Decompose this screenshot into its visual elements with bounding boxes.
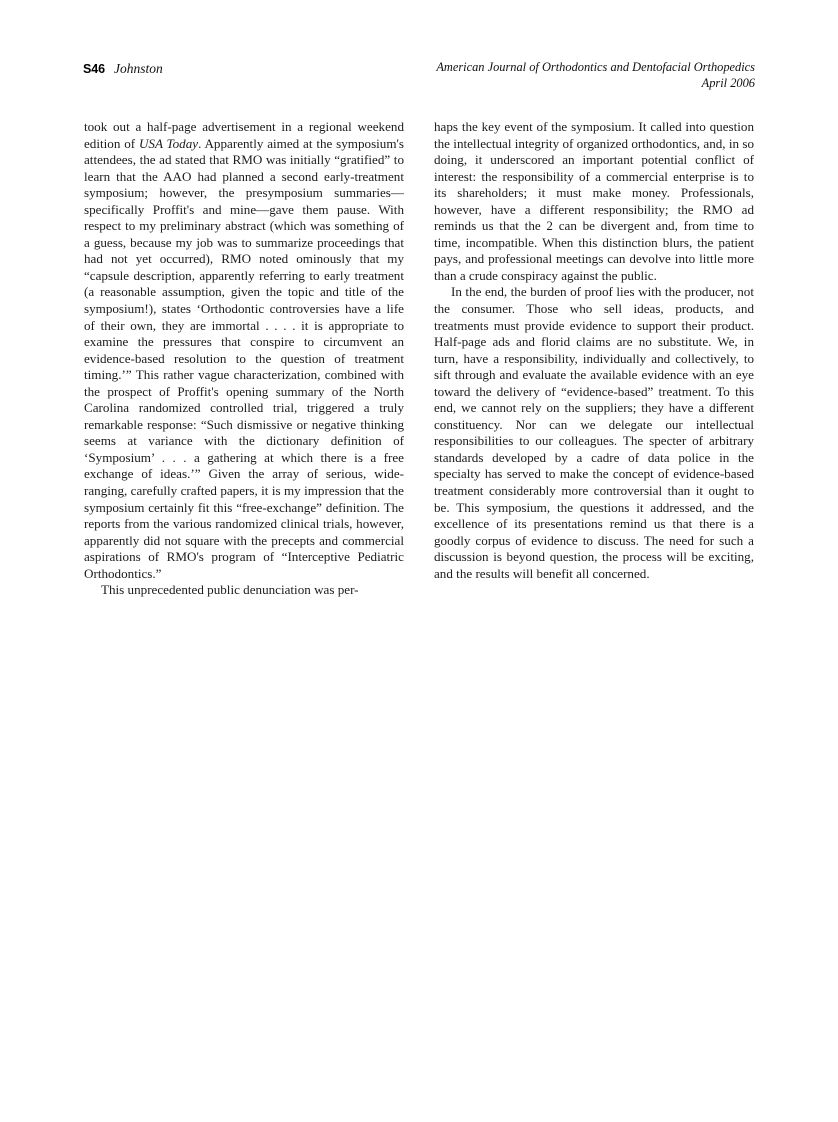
journal-title: American Journal of Orthodontics and Dentofacial Orthopedics: [436, 60, 755, 74]
italic-title: USA Today: [138, 135, 199, 151]
running-head-author: Johnston: [113, 61, 163, 76]
issue-date: April 2006: [701, 75, 755, 90]
left-column: [84, 119, 404, 599]
paragraph-continued-ad: took out a half-page advertisement in a regional weekend edition of USA Today. Apparently aimed at the symposium's attendees, the ad stated that RMO was initially “gratified” to learn that the AAO had planned a second early-treatment symposium; however, the presymposium summaries—specifically Proffit's and mine—gave them pause. With respect to my preliminary abstract (which was something of a guess, because my job was to summarize proceedings that had not yet occurred), RMO noted ominously that my “capsule description, apparently referring to early treatment (a reasonable assumption, given the topic and title of the symposium!), states ‘Orthodontic controversies have a life of their own, they are immortal . . . . it is appropriate to examine the pressures that conspire to circumvent an evidence-based resolution to the question of treatment timing.’” This rather vague characterization, combined with the prospect of Proffit's opening summary of the North Carolina randomized controlled trial, triggered a truly remarkable response: “Such dismissive or negative thinking seems at variance with the dictionary definition of ‘Symposium’ . . . a gathering at which there is a free exchange of ideas.’” Given the array of serious, wide-ranging, carefully crafted papers, it is my impression that the symposium certainly fit this “free-exchange” definition. The reports from the various randomized clinical trials, however, apparently did not square with the precepts and commercial aspirations of RMO's program of “Interceptive Pediatric Orthodontics.”: [84, 119, 404, 581]
body-columns: [84, 119, 755, 599]
right-column: [434, 119, 754, 599]
running-head: [83, 60, 755, 102]
running-head-left: [83, 60, 163, 78]
page-folio: S46: [83, 62, 105, 76]
running-head-right: [436, 60, 755, 91]
paragraph-denunciation: This unprecedented public denunciation was per-: [101, 582, 359, 598]
paragraph-burden-of-proof: In the end, the burden of proof lies with the producer, not the consumer. Those who sell ideas, products, and treatments must provide evidence to support their product. Half-page ads and florid claims are no substitute. We, in turn, have a responsibility, individually and collectively, to sift through and evaluate the available evidence with an eye toward the delivery of “evidence-based” treatment. To this end, we cannot rely on the suppliers; they have a different constituency. Nor can we delegate our intellectual responsibilities to our colleagues. The specter of arbitrary standards developed by a cadre of data police in the specialty has served to make the concept of evidence-based treatment considerably more controversial than it ought to be. This symposium, the questions it addressed, and the excellence of its presentations remind us that there is a goodly corpus of evidence to discuss. The need for such a discussion is beyond question, the process will be exciting, and the results will benefit all concerned.: [434, 284, 754, 581]
paragraph-key-event: haps the key event of the symposium. It called into question the intellectual integrity of organized orthodontics, and, in so doing, it underscored an important potential conflict of interest: the responsibility of a commercial enterprise is to its shareholders; it must make money. Professionals, however, have a different responsibility; the RMO ad reminds us that the 2 can be divergent and, from time to time, incompatible. When this distinction blurs, the patient pays, and professional meetings can devolve into little more than a crude conspiracy against the public.: [434, 119, 754, 283]
